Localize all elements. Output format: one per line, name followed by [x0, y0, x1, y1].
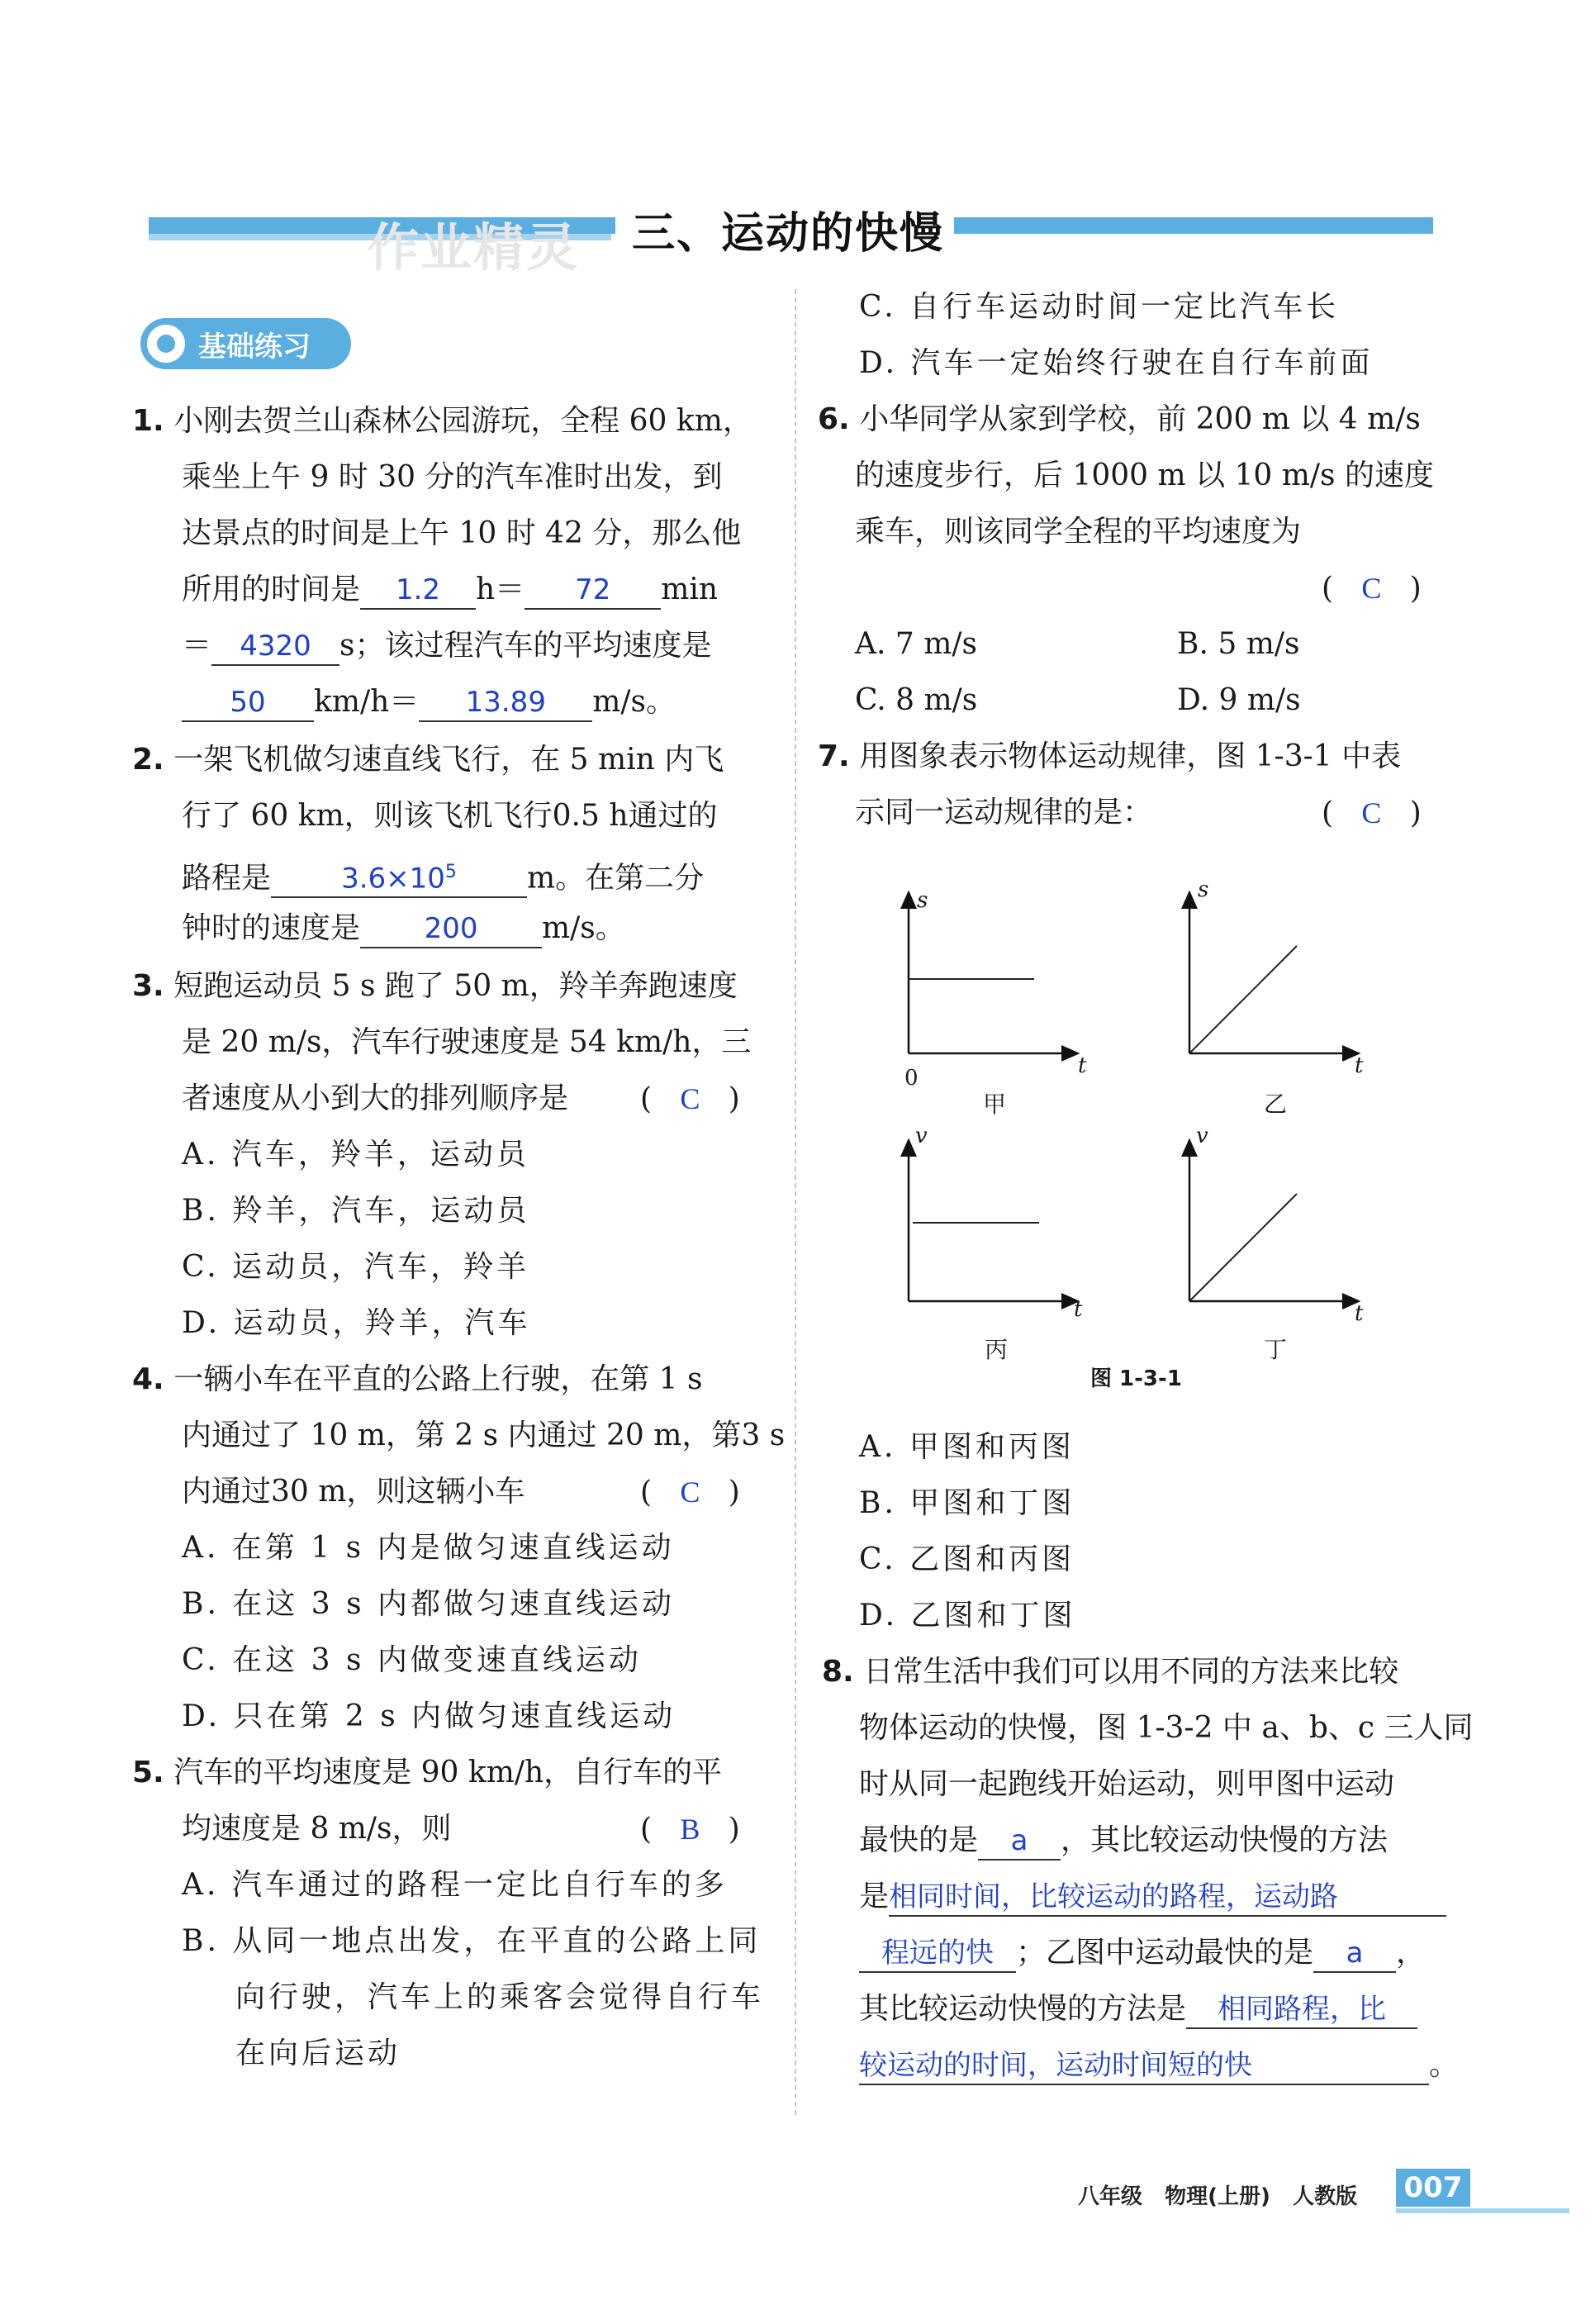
- figure-1-3-1: [884, 876, 1379, 1404]
- question-5: 5. 汽车的平均速度是 90 km/h，自行车的平: [132, 1756, 723, 1789]
- answer-blank: 1.2: [360, 572, 476, 610]
- option-d: D. 汽车一定始终行驶在自行车前面: [859, 346, 1374, 380]
- axis-label-s: s: [917, 888, 928, 913]
- axis-label-t: t: [1355, 1053, 1364, 1078]
- figure-caption: 图 1-3-1: [1090, 1366, 1182, 1391]
- graph-jia-label: 甲: [983, 1091, 1007, 1118]
- graph-ding: [1189, 1140, 1359, 1301]
- option-b: B. 5 m/s: [1177, 627, 1300, 661]
- option-d: D. 9 m/s: [1177, 683, 1301, 717]
- answer-parentheses: ( C ): [640, 1476, 740, 1509]
- option-d: D. 运动员，羚羊，汽车: [182, 1306, 531, 1340]
- answer-parentheses: ( B ): [640, 1813, 740, 1846]
- answer-blank: 相同时间，比较运动的路程，运动路: [889, 1879, 1446, 1917]
- answer-blank: 50: [182, 684, 314, 722]
- option-b: B. 羚羊，汽车，运动员: [182, 1194, 530, 1228]
- answer-parentheses: ( C ): [640, 1082, 740, 1116]
- answer-blank: 较运动的时间，运动时间短的快: [859, 2047, 1429, 2085]
- section-title: 基础练习: [198, 330, 311, 364]
- graph-bing-label: 丙: [985, 1336, 1009, 1363]
- question-2: 2. 一架飞机做匀速直线飞行，在 5 min 内飞: [132, 743, 724, 777]
- option-c: C. 8 m/s: [855, 683, 978, 717]
- graph-ding-label: 丁: [1264, 1336, 1288, 1363]
- axis-label-t: t: [1078, 1053, 1087, 1078]
- option-b: B. 从同一地点出发，在平直的公路上同: [182, 1924, 762, 1958]
- question-7: 7. 用图象表示物体运动规律，图 1-3-1 中表: [818, 739, 1402, 773]
- option-b: B. 在这 3 s 内都做匀速直线运动: [182, 1587, 676, 1621]
- option-a: A. 甲图和丙图: [859, 1430, 1075, 1464]
- answer-blank: 200: [360, 910, 542, 948]
- option-a: A. 7 m/s: [855, 627, 977, 661]
- option-b: B. 甲图和丁图: [859, 1486, 1075, 1520]
- origin-label: 0: [904, 1066, 919, 1091]
- graph-yi: [1189, 892, 1359, 1053]
- question-4: 4. 一辆小车在平直的公路上行驶，在第 1 s: [132, 1362, 703, 1396]
- answer-blank: 72: [525, 572, 661, 610]
- answer-blank: 程远的快: [859, 1935, 1016, 1973]
- option-d: D. 乙图和丁图: [859, 1599, 1076, 1633]
- question-6: 6. 小华同学从家到学校，前 200 m 以 4 m/s: [818, 402, 1421, 436]
- page-number: 007: [1396, 2169, 1470, 2207]
- answer-blank: 4320: [211, 628, 339, 666]
- footer-bar: [1396, 2208, 1569, 2213]
- axis-label-s: s: [1198, 877, 1209, 902]
- answer-blank: $3.6\times 10^5$: [271, 854, 527, 898]
- option-d: D. 只在第 2 s 内做匀速直线运动: [182, 1699, 676, 1733]
- graph-yi-label: 乙: [1264, 1091, 1288, 1118]
- answer-blank: a: [1313, 1935, 1396, 1973]
- axis-label-t: t: [1355, 1301, 1364, 1326]
- answer-parentheses: ( C ): [1322, 572, 1422, 606]
- question-8: 8. 日常生活中我们可以用不同的方法来比较: [822, 1655, 1399, 1689]
- option-c: C. 乙图和丙图: [859, 1542, 1075, 1576]
- option-c: C. 自行车运动时间一定比汽车长: [859, 290, 1340, 324]
- watermark: 作业精灵: [368, 217, 580, 278]
- option-c: C. 在这 3 s 内做变速直线运动: [182, 1643, 642, 1677]
- option-a: A. 汽车，羚羊，运动员: [182, 1138, 529, 1172]
- axis-label-t: t: [1074, 1297, 1083, 1322]
- option-a: A. 在第 1 s 内是做匀速直线运动: [182, 1531, 675, 1565]
- question-1: 1. 小刚去贺兰山森林公园游玩，全程 60 km，: [132, 404, 752, 438]
- answer-blank: 相同路程，比: [1186, 1991, 1417, 2029]
- graph-bing: [909, 1140, 1078, 1301]
- answer-parentheses: ( C ): [1322, 796, 1422, 830]
- page-title: 三、运动的快慢: [632, 209, 945, 259]
- column-divider: [795, 289, 796, 2115]
- graph-jia: [909, 892, 1078, 1053]
- axis-label-v: v: [915, 1124, 928, 1148]
- axis-label-v: v: [1196, 1124, 1208, 1148]
- option-a: A. 汽车通过的路程一定比自行车的多: [182, 1868, 728, 1902]
- answer-blank: a: [978, 1823, 1061, 1861]
- target-icon: [144, 321, 188, 366]
- option-c: C. 运动员，汽车，羚羊: [182, 1250, 530, 1284]
- answer-blank: 13.89: [419, 684, 592, 722]
- footer-info: 八年级 物理(上册) 人教版: [1078, 2184, 1358, 2209]
- question-3: 3. 短跑运动员 5 s 跑了 50 m，羚羊奔跑速度: [132, 969, 738, 1003]
